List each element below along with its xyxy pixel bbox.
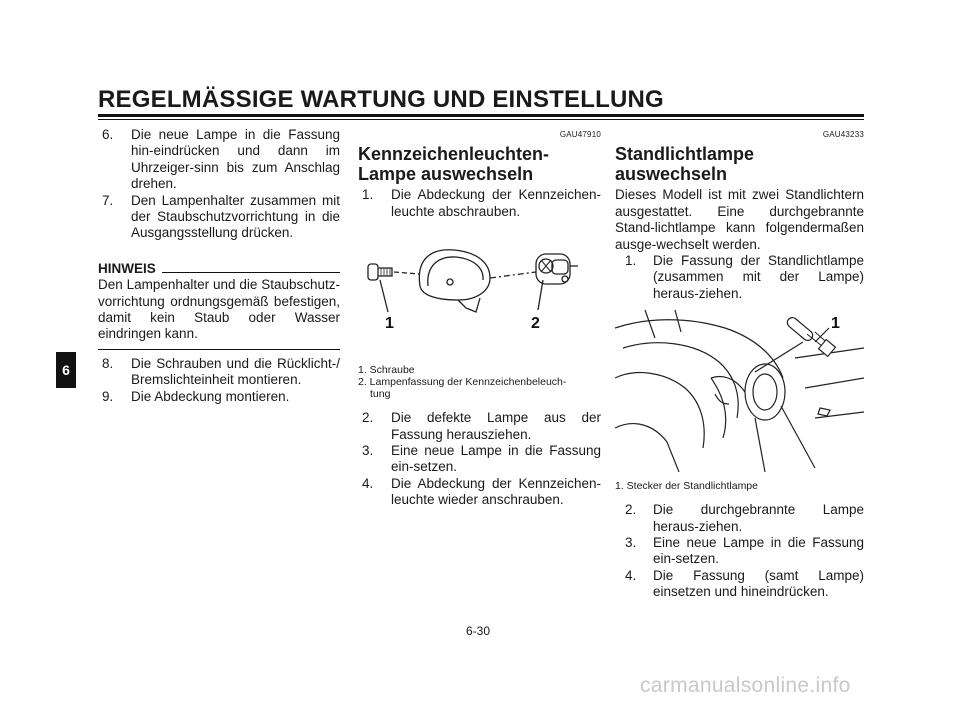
position-light-figure: [615, 308, 864, 472]
note-text: Den Lampenhalter und die Staubschutz-vorrichtung ordnungsgemäß befestigen, damit kein Staub oder Wasser eindringen kann.: [98, 277, 340, 342]
column-middle: [358, 127, 601, 509]
step-number: 1.: [362, 187, 374, 203]
step-text: Die neue Lampe in die Fassung hin-eindrücken und dann im Uhrzeiger-sinn bis zum Anschlag drehen.: [131, 127, 340, 192]
step-text: Die Fassung (samt Lampe) einsetzen und hineindrücken.: [653, 567, 864, 600]
page-number: 6-30: [466, 624, 491, 638]
step-text: Die durchgebrannte Lampe heraus-ziehen.: [653, 502, 864, 534]
figure-label-2: 2: [531, 315, 540, 333]
intro-text: Dieses Modell ist mit zwei Standlichtern ausgestattet. Eine durchgebrannte Stand-lichtlampe kann folgendermaßen ausge-wechselt werden.: [615, 187, 864, 252]
step-number: 9.: [102, 388, 114, 404]
caption-line: 2. Lampenfassung der Kennzeichenbeleuch-: [358, 376, 567, 389]
column-right: [615, 127, 864, 601]
step-3: [358, 443, 601, 476]
step-number: 2.: [625, 502, 637, 518]
step-text: Die Schrauben und die Rücklicht-/ Bremslichteinheit montieren.: [131, 355, 340, 388]
section-heading: Kennzeichenleuchten-Lampe auswechseln: [358, 144, 550, 185]
step-3: [615, 535, 864, 568]
step-number: 2.: [362, 410, 374, 426]
figure-caption: [358, 364, 601, 400]
step-text: Eine neue Lampe in die Fassung ein-setzen.: [653, 535, 864, 567]
step-6: [98, 127, 340, 193]
step-text: Die Abdeckung montieren.: [131, 388, 290, 404]
step-1: [358, 187, 601, 220]
step-text: Die defekte Lampe aus der Fassung herausziehen.: [391, 410, 601, 442]
step-9: [98, 389, 340, 405]
step-1: [615, 253, 864, 302]
note-label: HINWEIS: [98, 260, 156, 276]
step-text: Eine neue Lampe in die Fassung ein-setzen.: [391, 443, 601, 475]
step-number: 1.: [625, 253, 637, 269]
step-7: [98, 193, 340, 242]
note-rule: [162, 272, 340, 273]
step-number: 3.: [362, 443, 374, 459]
caption-line: 1. Schraube: [358, 364, 415, 377]
step-number: 4.: [625, 567, 637, 583]
watermark: carmanualsonline.info: [640, 674, 851, 697]
step-number: 6.: [102, 127, 114, 142]
title-rule-thick: [98, 114, 864, 117]
figure-caption: 1. Stecker der Standlichtlampe: [615, 480, 758, 493]
step-2: [615, 502, 864, 535]
step-text: Die Fassung der Standlichtlampe (zusammen mit der Lampe) heraus-ziehen.: [653, 253, 864, 301]
column-left: [98, 127, 340, 405]
step-number: 3.: [625, 535, 637, 551]
step-text: Die Abdeckung der Kennzeichen-leuchte wieder anschrauben.: [391, 475, 601, 508]
step-8: [98, 356, 340, 389]
figure-label-1: 1: [385, 315, 394, 333]
step-number: 4.: [362, 475, 374, 491]
step-text: Den Lampenhalter zusammen mit der Staubschutzvorrichtung in die Ausgangsstellung drücken.: [131, 192, 340, 241]
step-4: [358, 476, 601, 509]
chapter-tab: 6: [56, 352, 76, 388]
caption-line: tung: [370, 388, 391, 401]
title-rule-thin: [98, 119, 864, 120]
step-text: Die Abdeckung der Kennzeichen-leuchte abschrauben.: [391, 187, 601, 219]
page-title: REGELMÄSSIGE WARTUNG UND EINSTELLUNG: [98, 86, 664, 113]
note-end-rule: [98, 349, 340, 350]
step-4: [615, 568, 864, 601]
section-heading: Standlichtlampe auswechseln: [615, 144, 755, 185]
license-light-figure: [358, 220, 601, 364]
figure-label-1: 1: [831, 315, 840, 333]
note-header: [98, 261, 340, 277]
section-code: GAU47910: [559, 130, 601, 139]
section-code: GAU43233: [822, 130, 864, 139]
step-number: 8.: [102, 355, 114, 371]
step-number: 7.: [102, 192, 114, 208]
step-2: [358, 410, 601, 443]
